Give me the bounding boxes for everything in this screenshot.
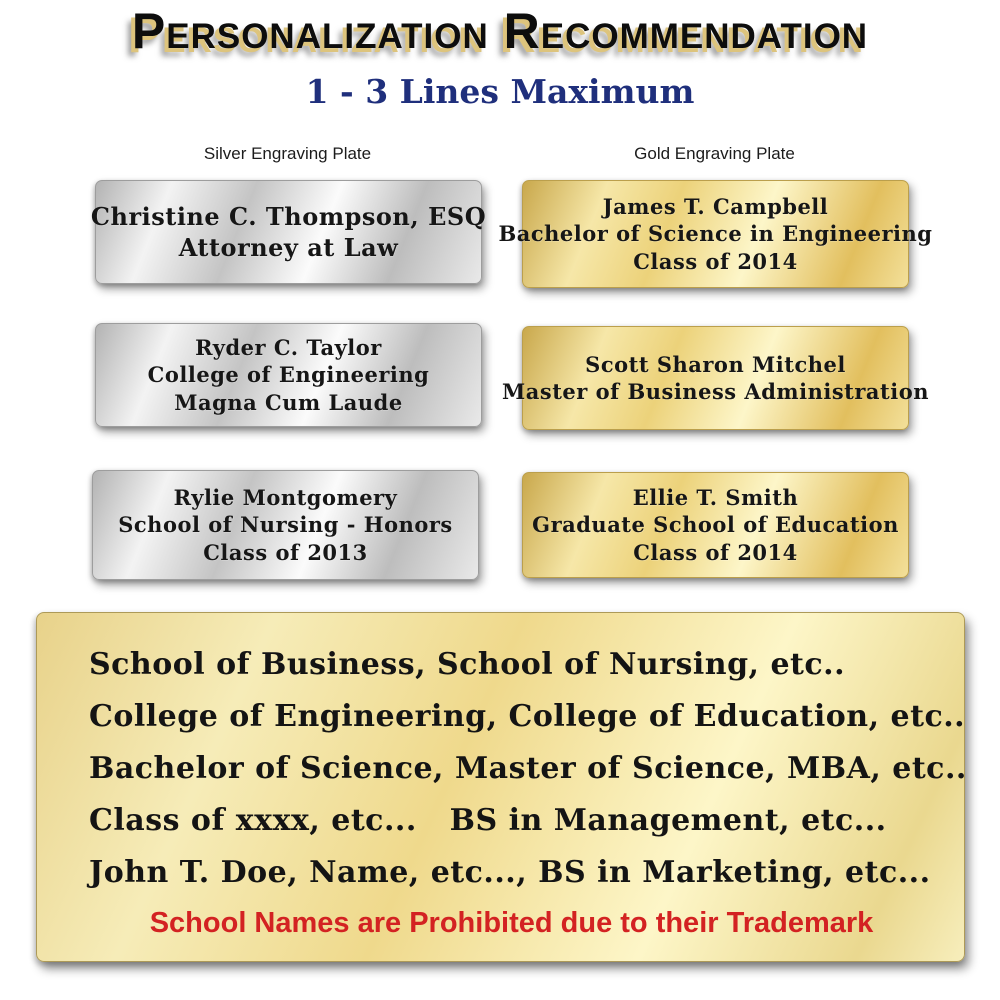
trademark-warning-text: School Names are Prohibited due to their Trademark xyxy=(149,907,874,939)
engraving-line: James T. Campbell xyxy=(602,194,829,220)
engraving-line: Attorney at Law xyxy=(178,233,399,262)
engraving-line: Bachelor of Science in Engineering xyxy=(498,221,933,247)
engraving-line: Class of 2014 xyxy=(633,539,798,565)
engraving-line: Master of Business Administration xyxy=(502,379,929,404)
example-line: Bachelor of Science, Master of Science, MBA, etc.. xyxy=(89,751,967,786)
example-line: School of Business, School of Nursing, etc.. xyxy=(89,647,846,682)
gold-plate-3 xyxy=(522,472,909,578)
engraving-line: Rylie Montgomery xyxy=(173,485,398,511)
engraving-line: Christine C. Thompson, ESQ xyxy=(90,201,487,231)
gold-plate-2 xyxy=(502,326,929,430)
silver-plate-1 xyxy=(90,180,487,284)
page-title: Personalization Recommendation xyxy=(131,3,869,59)
gold-column-header: Gold Engraving Plate xyxy=(634,144,795,163)
example-line: John T. Doe, Name, etc..., BS in Marketing, etc... xyxy=(89,855,931,890)
engraving-line: College of Engineering xyxy=(147,362,430,388)
lines-maximum-subtitle: 1 - 3 Lines Maximum xyxy=(305,72,695,111)
engraving-line: Graduate School of Education xyxy=(532,512,899,538)
gold-plate-1 xyxy=(498,180,933,288)
engraving-line: Scott Sharon Mitchel xyxy=(585,351,846,377)
engraving-line: Class of 2013 xyxy=(203,539,368,565)
engraving-line: Ryder C. Taylor xyxy=(195,335,382,361)
engraving-line: Magna Cum Laude xyxy=(174,389,403,415)
engraving-line: Class of 2014 xyxy=(633,248,798,274)
example-line: Class of xxxx, etc... BS in Management, etc... xyxy=(89,803,887,838)
example-line: College of Engineering, College of Education, etc.. xyxy=(89,699,966,734)
silver-plate-2 xyxy=(95,323,482,427)
silver-column-header: Silver Engraving Plate xyxy=(203,144,372,163)
examples-panel xyxy=(36,612,965,962)
engraving-line: Ellie T. Smith xyxy=(632,485,799,511)
silver-plate-3 xyxy=(92,470,479,580)
engraving-line: School of Nursing - Honors xyxy=(118,512,453,538)
